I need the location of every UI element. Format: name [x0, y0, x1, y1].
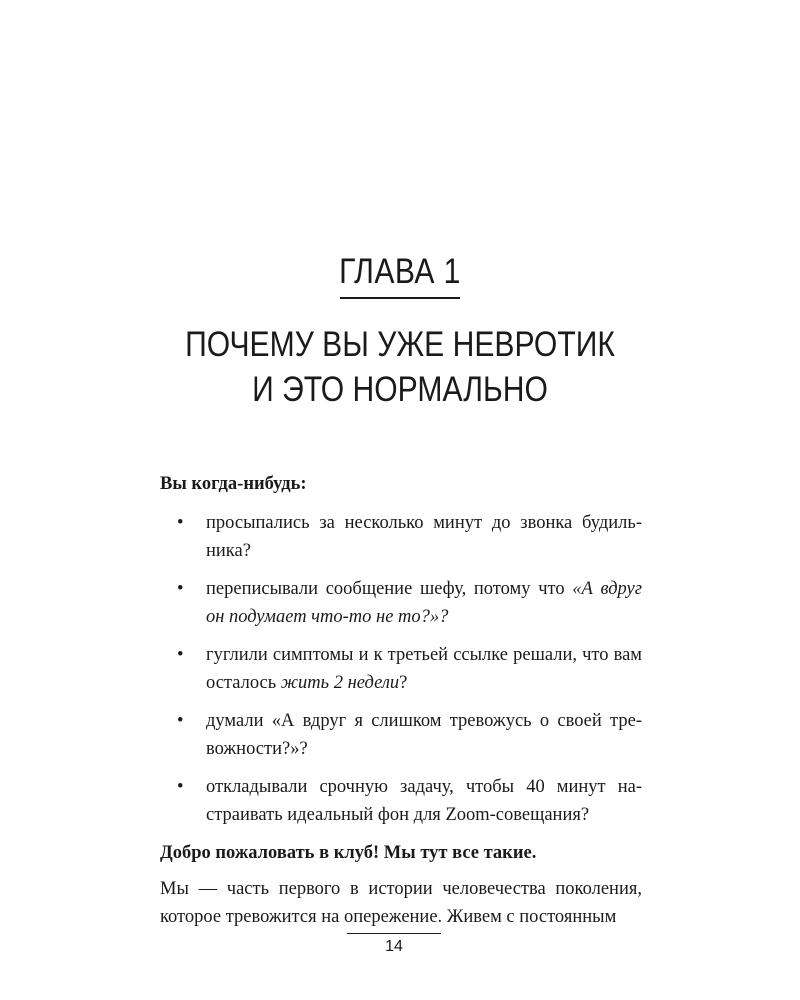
bullet-icon: • [177, 513, 184, 533]
bullet-icon: • [177, 711, 184, 731]
list-item [160, 773, 642, 829]
bullet-icon: • [177, 645, 184, 665]
chapter-divider [340, 297, 460, 299]
list-item-italic: жить 2 недели [280, 673, 400, 693]
list-item [160, 509, 642, 565]
body-paragraph: Мы — часть первого в истории человечества поколения, которое тревожится на опережение. Живем с постоянным [160, 879, 642, 927]
chapter-title [56, 322, 744, 412]
list-item-text: думали «А вдруг я слишком тревожусь о своей тревожности?»? [206, 711, 642, 759]
list-item-text: гуглили симптомы и к третьей ссылке решали, что вам осталось [206, 645, 642, 693]
welcome-line: Добро пожаловать в клуб! Мы тут все такие. [160, 843, 537, 863]
chapter-title-line-2: И ЭТО НОРМАЛЬНО [252, 370, 548, 409]
page-number: 14 [385, 938, 403, 955]
intro-question: Вы когда-нибудь: [160, 474, 307, 494]
bullet-icon: • [177, 579, 184, 599]
list-item [160, 575, 642, 631]
list-item-text: переписывали сообщение шефу, потому что [206, 579, 573, 599]
footer-divider [347, 933, 441, 934]
chapter-label: ГЛАВА 1 [339, 252, 461, 291]
list-item-italic: «А вдруг он подумает что-то не то?»? [206, 579, 642, 627]
chapter-title-line-1: ПОЧЕМУ ВЫ УЖЕ НЕВРОТИК [185, 325, 615, 364]
bullet-list [160, 509, 642, 829]
list-item-text: просыпались за несколько минут до звонка будильника? [206, 513, 642, 561]
list-item-text: откладывали срочную задачу, чтобы 40 минут настраивать идеальный фон для Zoom-совещания? [206, 777, 642, 825]
list-item-suffix: ? [399, 673, 408, 693]
bullet-icon: • [177, 777, 184, 797]
list-item [160, 641, 642, 697]
body-text [160, 470, 642, 931]
list-item [160, 707, 642, 763]
